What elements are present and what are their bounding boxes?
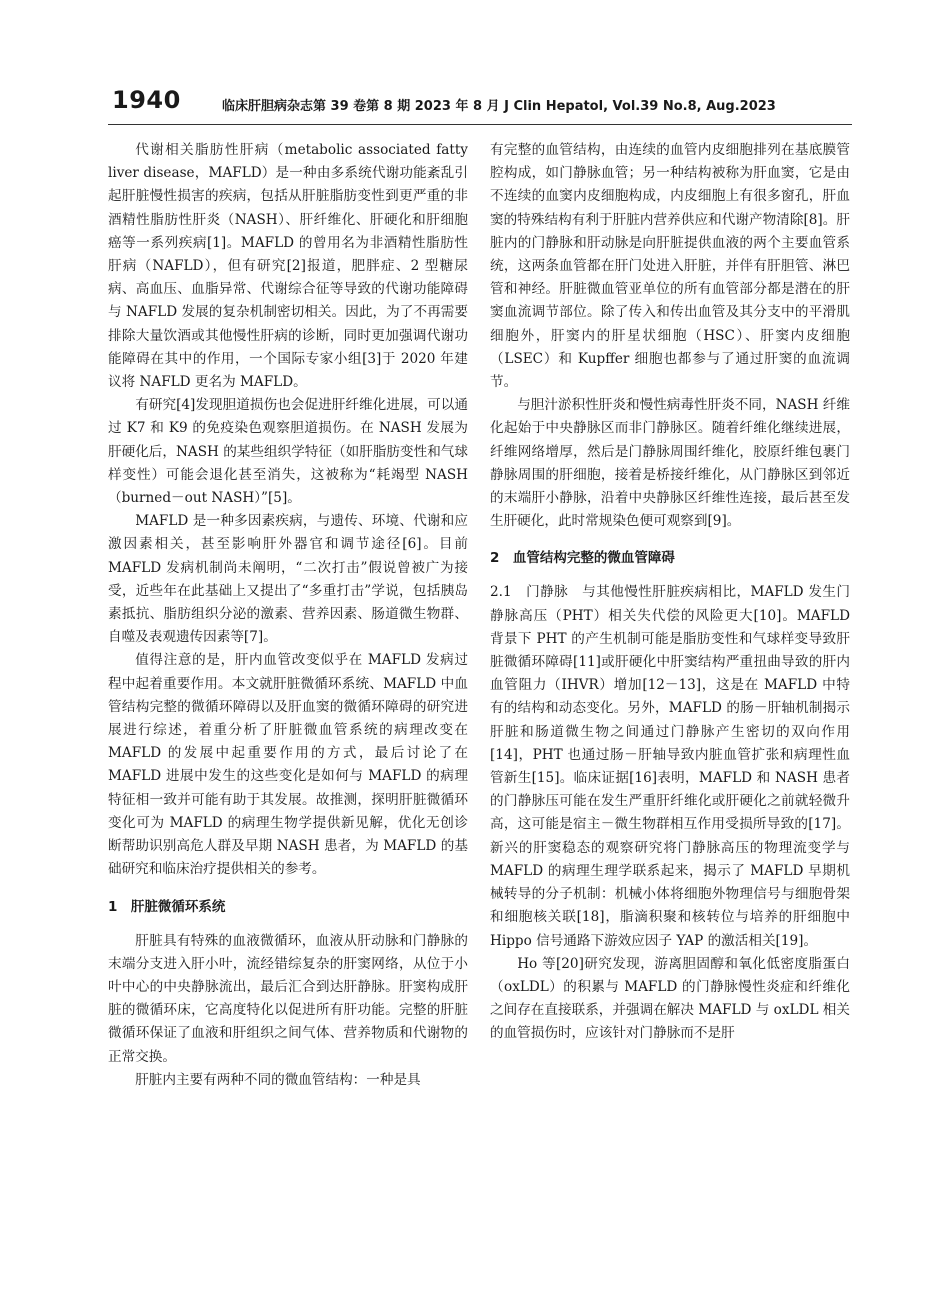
page-number: 1940 bbox=[112, 86, 181, 114]
page-header bbox=[0, 86, 950, 126]
section1-paragraph-2-cont: 有完整的血管结构，由连续的血管内皮细胞排列在基底膜管腔构成，如门静脉血管；另一种结构被称为肝血窦，它是由不连续的血窦内皮细胞构成，内皮细胞上有很多窗孔，肝血窦的特殊结构有利于肝脏内营养供应和代谢产物清除[8]。肝脏内的门静脉和肝动脉是向肝脏提供血液的两个主要血管系统，这两条血管都在肝门处进入肝脏，并伴有肝胆管、淋巴管和神经。肝脏微血管亚单位的所有血管部分都是潜在的肝窦血流调节部位。除了传入和传出血管及其分支中的平滑肌细胞外，肝窦内的肝星状细胞（HSC）、肝窦内皮细胞（LSEC）和 Kupffer 细胞也都参与了通过肝窦的血流调节。 bbox=[490, 142, 850, 391]
subsection-2-1-paragraph: 2.1 门静脉 与其他慢性肝脏疾病相比，MAFLD 发生门静脉高压（PHT）相关失代偿的风险更大[10]。MAFLD 背景下 PHT 的产生机制可能是脂肪变性和气球样变导致肝脏微循环障碍[11]或肝硬化中肝窦结构严重扭曲导致的肝内血管阻力（IHVR）增加[12－13]，这是在 MAFLD 中特有的结构和动态变化。另外，MAFLD 的肠－肝轴机制揭示肝脏和肠道微生物之间通过门静脉产生密切的双向作用[14]，PHT 也通过肠－肝轴导致内脏血管扩张和病理性血管新生[15]。临床证据[16]表明，MAFLD 和 NASH 患者的门静脉压可能在发生严重肝纤维化或肝硬化之前就轻微升高，这可能是宿主－微生物群相互作用受损所导致的[17]。新兴的肝窦稳态的观察研究将门静脉高压的物理流变学与 MAFLD 的病理生理学联系起来，揭示了 MAFLD 早期机械转导的分子机制：机械小体将细胞外物理信号与细胞骨架和细胞核关联[18]，脂滴积聚和核转位与培养的肝细胞中 Hippo 信号通路下游效应因子 YAP 的激活相关[19]。 bbox=[490, 584, 850, 949]
section-heading-2: 2 血管结构完整的微血管障碍 bbox=[490, 550, 675, 567]
intro-paragraph-4: 值得注意的是，肝内血管改变似乎在 MAFLD 发病过程中起着重要作用。本文就肝脏微循环系统、MAFLD 中血管结构完整的微循环障碍以及肝血窦的微循环障碍的研究进展进行综述，着重分析了肝脏微血管系统的病理改变在 MAFLD 的发展中起重要作用的方式，最后讨论了在 MAFLD 进展中发生的这些变化是如何与 MAFLD 的病理特征相一致并可能有助于其发展。故推测，探明肝脏微循环变化可为 MAFLD 的病理生物学提供新见解，优化无创诊断帮助识别高危人群及早期 NASH 患者，为 MAFLD 的基础研究和临床治疗提供相关的参考。 bbox=[108, 652, 468, 878]
header-rule bbox=[108, 124, 852, 125]
section1-paragraph-2: 肝脏内主要有两种不同的微血管结构：一种是具 bbox=[135, 1071, 421, 1088]
section1-paragraph-1: 肝脏具有特殊的血液微循环，血液从肝动脉和门静脉的末端分支进入肝小叶，流经错综复杂的肝窦网络，从位于小叶中心的中央静脉流出，最后汇合到达肝静脉。肝窦构成肝脏的微循环床，它高度特化以促进所有肝功能。完整的肝脏微循环保证了血液和肝组织之间气体、营养物质和代谢物的正常交换。 bbox=[108, 932, 468, 1065]
section2-paragraph-2: Ho 等[20]研究发现，游离胆固醇和氧化低密度脂蛋白（oxLDL）的积累与 MAFLD 的门静脉慢性炎症和纤维化之间存在直接联系，并强调在解决 MAFLD 与 oxLDL 相关的血管损伤时，应该针对门静脉而不是肝 bbox=[490, 955, 850, 1042]
section1-paragraph-3: 与胆汁淤积性肝炎和慢性病毒性肝炎不同，NASH 纤维化起始于中央静脉区而非门静脉区。随着纤维化继续进展，纤维网络增厚，然后是门静脉周围纤维化，胶原纤维包裹门静脉周围的肝细胞，接着是桥接纤维化，从门静脉区到邻近的末端肝小静脉，沿着中央静脉区纤维性连接，最后甚至发生肝硬化，此时常规染色便可观察到[9]。 bbox=[490, 397, 850, 530]
left-column bbox=[108, 139, 468, 1092]
intro-paragraph-3: MAFLD 是一种多因素疾病，与遗传、环境、代谢和应激因素相关，甚至影响肝外器官和调节途径[6]。目前 MAFLD 发病机制尚未阐明，“二次打击”假说曾被广为接受，近些年在此基础上又提出了“多重打击”学说，包括胰岛素抵抗、脂肪组织分泌的激素、营养因素、肠道微生物群、自噬及表观遗传因素等[7]。 bbox=[108, 513, 468, 646]
section-heading-1: 1 肝脏微循环系统 bbox=[108, 898, 226, 915]
intro-paragraph-1: 代谢相关脂肪性肝病（metabolic associated fatty liver disease，MAFLD）是一种由多系统代谢功能紊乱引起肝脏慢性损害的疾病，包括从肝脏脂肪变性到更严重的非酒精性脂肪性肝炎（NASH）、肝纤维化、肝硬化和肝细胞癌等一系列疾病[1]。MAFLD 的曾用名为非酒精性脂肪性肝病（NAFLD），但有研究[2]报道，肥胖症、2 型糖尿病、高血压、血脂异常、代谢综合征等导致的代谢功能障碍与 NAFLD 发展的复杂机制密切相关。因此，为了不再需要排除大量饮酒或其他慢性肝病的诊断，同时更加强调代谢功能障碍在其中的作用，一个国际专家小组[3]于 2020 年建议将 NAFLD 更名为 MAFLD。 bbox=[108, 142, 468, 391]
journal-citation: 临床肝胆病杂志第 39 卷第 8 期 2023 年 8 月 J Clin Hepatol, Vol.39 No.8, Aug.2023 bbox=[222, 99, 776, 114]
intro-paragraph-2: 有研究[4]发现胆道损伤也会促进肝纤维化进展，可以通过 K7 和 K9 的免疫染色观察胆道损伤。在 NASH 发展为肝硬化后，NASH 的某些组织学特征（如肝脂肪变性和气球样变性）可能会退化甚至消失，这被称为“耗竭型 NASH（burned－out NASH）”[5]。 bbox=[108, 397, 468, 507]
right-column bbox=[490, 139, 850, 1046]
